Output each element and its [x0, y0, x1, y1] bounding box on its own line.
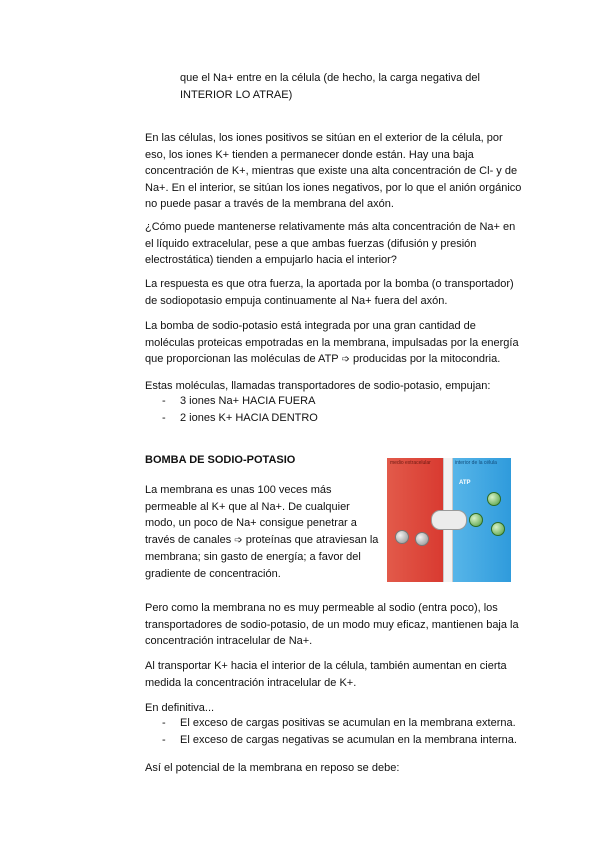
paragraph-question: ¿Cómo puede mantenerse relativamente más alta concentración de Na+ en el líquido extracelular, pese a que ambas fuerzas (difusión y presión electrostática) tienden a empujarlo hacia el interior? — [145, 221, 516, 266]
list-item: - 3 iones Na+ HACIA FUERA — [160, 393, 530, 410]
charges-list — [160, 715, 530, 748]
intro-continuation: que el Na+ entre en la célula (de hecho, la carga negativa del INTERIOR LO ATRAE) — [180, 72, 480, 101]
transport-list — [160, 393, 530, 426]
paragraph-answer: La respuesta es que otra fuerza, la aportada por la bomba (o transportador) de sodiopotasio empuja continuamente al Na+ fuera del axón. — [145, 278, 514, 307]
paragraph-in-summary: En definitiva... — [145, 702, 215, 714]
permeability-text-b: proteínas que atraviesan la membrana; sin gasto de energía; a favor del gradiente de concentración. — [145, 533, 379, 580]
list-item: - 2 iones K+ HACIA DENTRO — [160, 410, 530, 427]
sodium-potassium-pump-figure — [387, 458, 511, 582]
list-item: - El exceso de cargas negativas se acumulan en la membrana interna. — [160, 732, 530, 749]
potassium-ion-icon — [491, 522, 505, 536]
paragraph-low-sodium: Pero como la membrana no es muy permeable al sodio (entra poco), los transportadores de sodio-potasio, de un modo muy eficaz, mantienen baja la concentración intracelular de Na+. — [145, 602, 519, 647]
pump-description-text-b: producidas por la mitocondria. — [349, 353, 501, 365]
paragraph-resting-potential: Así el potencial de la membrana en reposo se debe: — [145, 762, 400, 774]
potassium-ion-icon — [469, 513, 483, 527]
arrow-icon: ➩ — [234, 534, 243, 546]
paragraph-ions-distribution: En las células, los iones positivos se sitúan en el exterior de la célula, por eso, los iones K+ tienden a permanecer donde están. Hay una baja concentración de K+, mientras que existe una alta concentración de Cl- y de Na+. En el interior, se sitúan los iones negativos, por lo que el anión orgánico no puede pasar a través de la membrana del axón. — [145, 132, 522, 210]
intracellular-label: interior de la célula — [455, 460, 497, 466]
permeability-text-a: La membrana es unas 100 veces más permeable al K+ que al Na+. De cualquier modo, un poco de Na+ consigue penetrar a través de canales — [145, 484, 357, 546]
extracellular-label: medio extracelular — [390, 460, 431, 466]
atp-label: ATP — [459, 480, 471, 486]
section-heading: BOMBA DE SODIO-POTASIO — [145, 454, 296, 466]
pump-description-text-a: La bomba de sodio-potasio está integrada por una gran cantidad de moléculas proteicas empotradas en la membrana, impulsadas por la energía que proporcionan las moléculas de ATP — [145, 320, 519, 365]
potassium-ion-icon — [487, 492, 501, 506]
arrow-icon: ➩ — [341, 354, 350, 365]
paragraph-potassium-transport: Al transportar K+ hacia el interior de la célula, también aumentan en cierta medida la concentración intracelular de K+. — [145, 660, 507, 689]
protein-channel-icon — [431, 510, 467, 530]
paragraph-pump-description — [145, 318, 525, 369]
sodium-ion-icon — [415, 532, 429, 546]
paragraph-permeability — [145, 482, 380, 582]
paragraph-transporters: Estas moléculas, llamadas transportadores de sodio-potasio, empujan: — [145, 380, 491, 392]
list-item: - El exceso de cargas positivas se acumulan en la membrana externa. — [160, 715, 530, 732]
sodium-ion-icon — [395, 530, 409, 544]
